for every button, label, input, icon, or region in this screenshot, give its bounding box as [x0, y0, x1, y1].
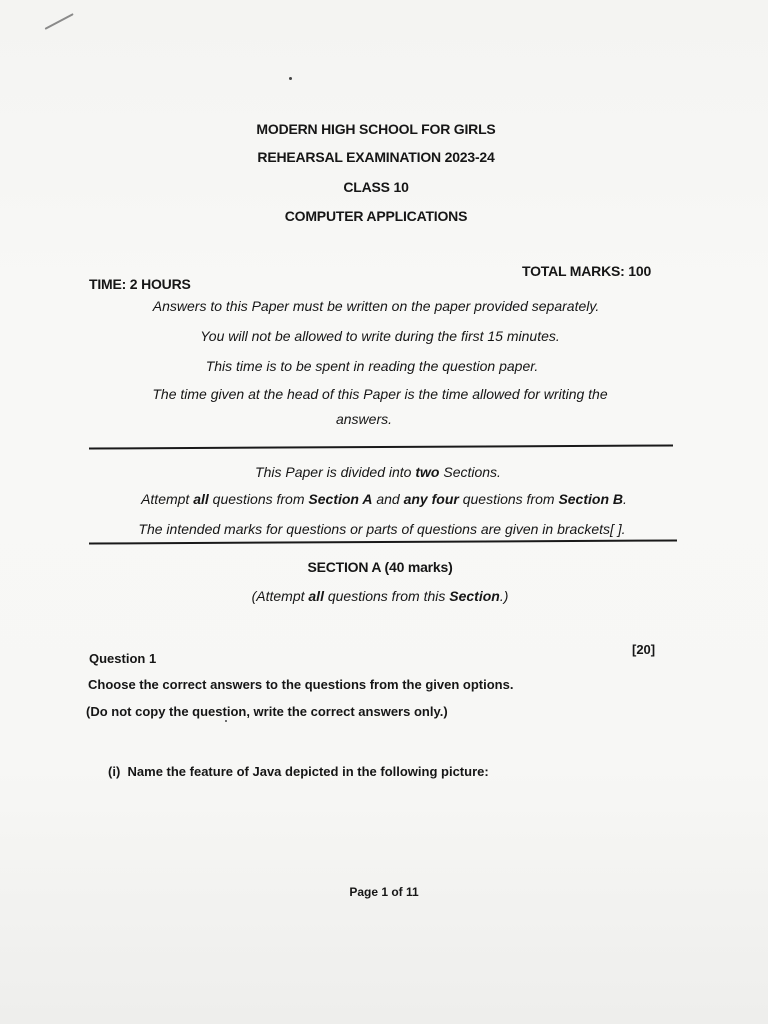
time-label: TIME: 2 HOURS — [89, 276, 191, 292]
ink-dot — [289, 77, 292, 80]
subject-label: COMPUTER APPLICATIONS — [284, 208, 468, 224]
instruction-line: You will not be allowed to write during the first 15 minutes. — [200, 328, 560, 344]
question-marks: [20] — [632, 642, 656, 657]
class-label: CLASS 10 — [343, 179, 409, 195]
item-number: (i) — [108, 764, 121, 779]
divider-top — [89, 444, 673, 449]
attempt-info-line: Attempt all questions from Section A and any four questions from Section B. — [141, 491, 627, 507]
question-note: (Do not copy the question, write the correct answers only.) — [86, 704, 448, 719]
exam-title: REHEARSAL EXAMINATION 2023-24 — [257, 149, 495, 165]
question-item — [108, 764, 489, 779]
sections-info-line: This Paper is divided into two Sections. — [255, 464, 501, 480]
total-marks-label: TOTAL MARKS: 100 — [522, 263, 652, 279]
school-name: MODERN HIGH SCHOOL FOR GIRLS — [256, 121, 496, 137]
page-number: Page 1 of 11 — [349, 885, 419, 899]
marks-info-line: The intended marks for questions or parts of questions are given in brackets[ ]. — [138, 521, 626, 537]
instruction-line: This time is to be spent in reading the question paper. — [205, 358, 539, 374]
pen-mark — [45, 13, 74, 30]
instruction-line: Answers to this Paper must be written on the paper provided separately. — [152, 298, 600, 314]
ink-dot — [225, 720, 227, 722]
question-label: Question 1 — [89, 651, 157, 666]
instruction-line: The time given at the head of this Paper is the time allowed for writing the — [152, 386, 608, 402]
divider-bottom — [89, 539, 677, 544]
instruction-line: answers. — [335, 411, 393, 427]
item-text: Name the feature of Java depicted in the following picture: — [127, 764, 489, 779]
section-a-title: SECTION A (40 marks) — [307, 559, 453, 575]
section-a-subtitle: (Attempt all questions from this Section.) — [251, 588, 509, 604]
question-instruction: Choose the correct answers to the questions from the given options. — [88, 677, 514, 692]
